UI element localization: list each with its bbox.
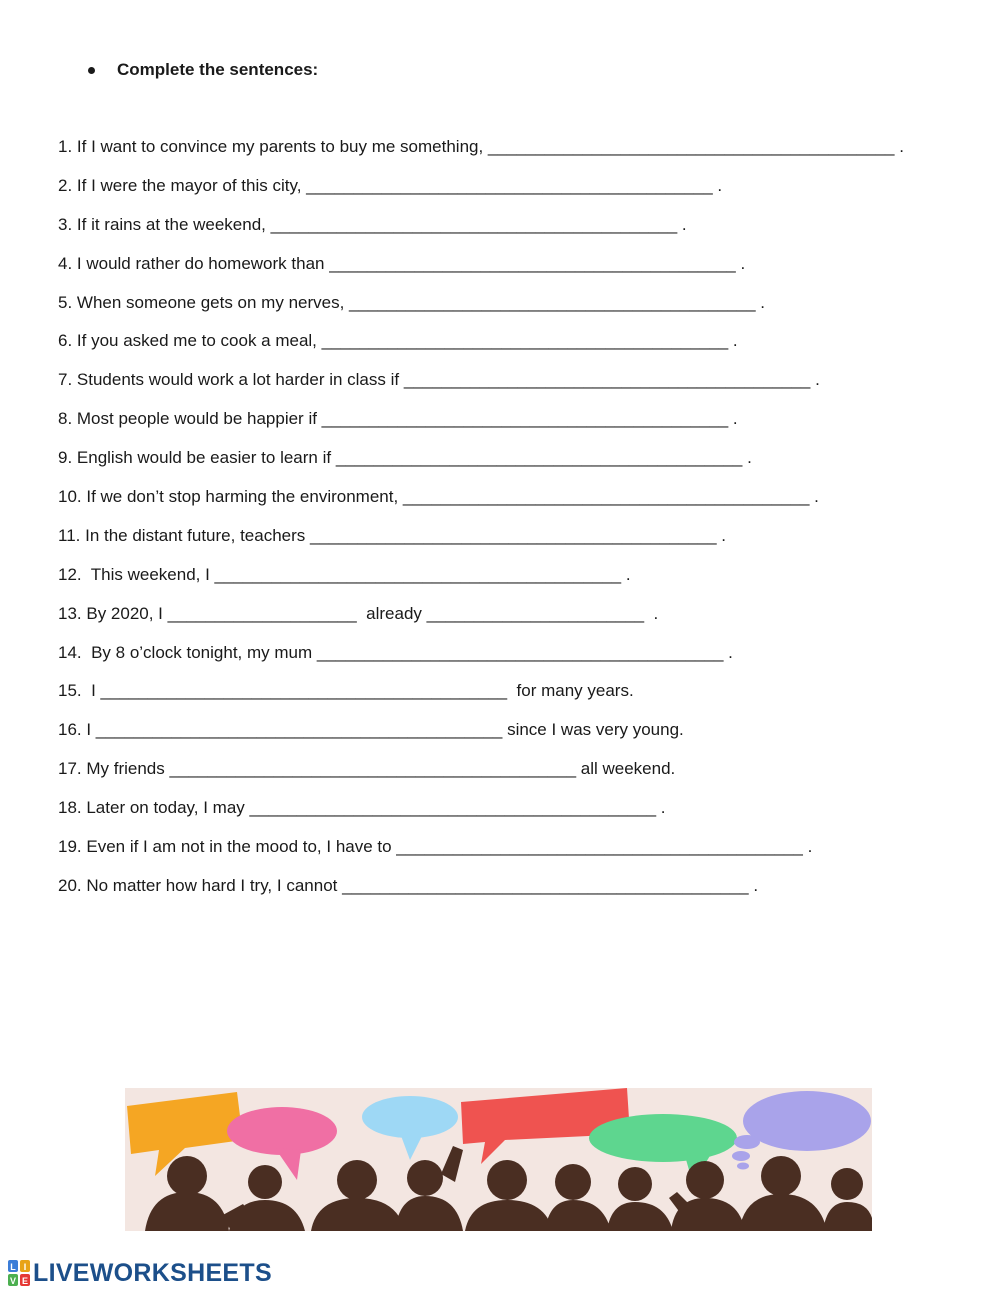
logo-text[interactable]: LIVEWORKSHEETS bbox=[33, 1258, 272, 1287]
sentence-list bbox=[58, 134, 978, 912]
logo-letter-l: L bbox=[10, 1262, 16, 1272]
instructions-heading bbox=[88, 60, 318, 80]
sentence-13[interactable]: 13. By 2020, I ____________________ already _______________________ . bbox=[58, 603, 659, 623]
heading-text: Complete the sentences: bbox=[117, 60, 319, 79]
logo-letter-e: E bbox=[21, 1276, 29, 1286]
people-talking-illustration bbox=[125, 1088, 872, 1231]
sentence-20[interactable]: 20. No matter how hard I try, I cannot ___________________________________________ . bbox=[58, 875, 759, 895]
bullet-icon bbox=[88, 67, 95, 74]
sentence-15[interactable]: 15. I ___________________________________________ for many years. bbox=[58, 681, 634, 701]
sentence-14[interactable]: 14. By 8 o’clock tonight, my mum ___________________________________________ . bbox=[58, 642, 733, 662]
sentence-10[interactable]: 10. If we don’t stop harming the environment, ___________________________________________ . bbox=[58, 487, 819, 507]
sentence-8[interactable]: 8. Most people would be happier if ___________________________________________ . bbox=[58, 409, 738, 429]
sentence-6[interactable]: 6. If you asked me to cook a meal, ___________________________________________ . bbox=[58, 331, 738, 351]
sentence-16[interactable]: 16. I ___________________________________________ since I was very young. bbox=[58, 720, 684, 740]
sentence-2[interactable]: 2. If I were the mayor of this city, ___________________________________________ . bbox=[58, 175, 723, 195]
sentence-9[interactable]: 9. English would be easier to learn if ___________________________________________ . bbox=[58, 448, 752, 468]
logo-letter-i: I bbox=[23, 1262, 27, 1272]
live-logo-icon bbox=[8, 1260, 30, 1286]
sentence-7[interactable]: 7. Students would work a lot harder in class if ___________________________________________ . bbox=[58, 370, 820, 390]
sentence-19[interactable]: 19. Even if I am not in the mood to, I have to ___________________________________________ . bbox=[58, 837, 813, 857]
sentence-5[interactable]: 5. When someone gets on my nerves, ___________________________________________ . bbox=[58, 292, 766, 312]
sentence-12[interactable]: 12. This weekend, I ___________________________________________ . bbox=[58, 564, 631, 584]
logo-letter-v: V bbox=[9, 1276, 17, 1286]
sentence-3[interactable]: 3. If it rains at the weekend, ___________________________________________ . bbox=[58, 214, 687, 234]
sentence-17[interactable]: 17. My friends ___________________________________________ all weekend. bbox=[58, 759, 676, 779]
liveworksheets-logo bbox=[8, 1258, 272, 1288]
sentence-18[interactable]: 18. Later on today, I may ___________________________________________ . bbox=[58, 798, 666, 818]
sentence-4[interactable]: 4. I would rather do homework than ___________________________________________ . bbox=[58, 253, 746, 273]
sentence-1[interactable]: 1. If I want to convince my parents to buy me something, ___________________________________________ . bbox=[58, 137, 904, 156]
sentence-11[interactable]: 11. In the distant future, teachers ___________________________________________ . bbox=[58, 525, 726, 545]
